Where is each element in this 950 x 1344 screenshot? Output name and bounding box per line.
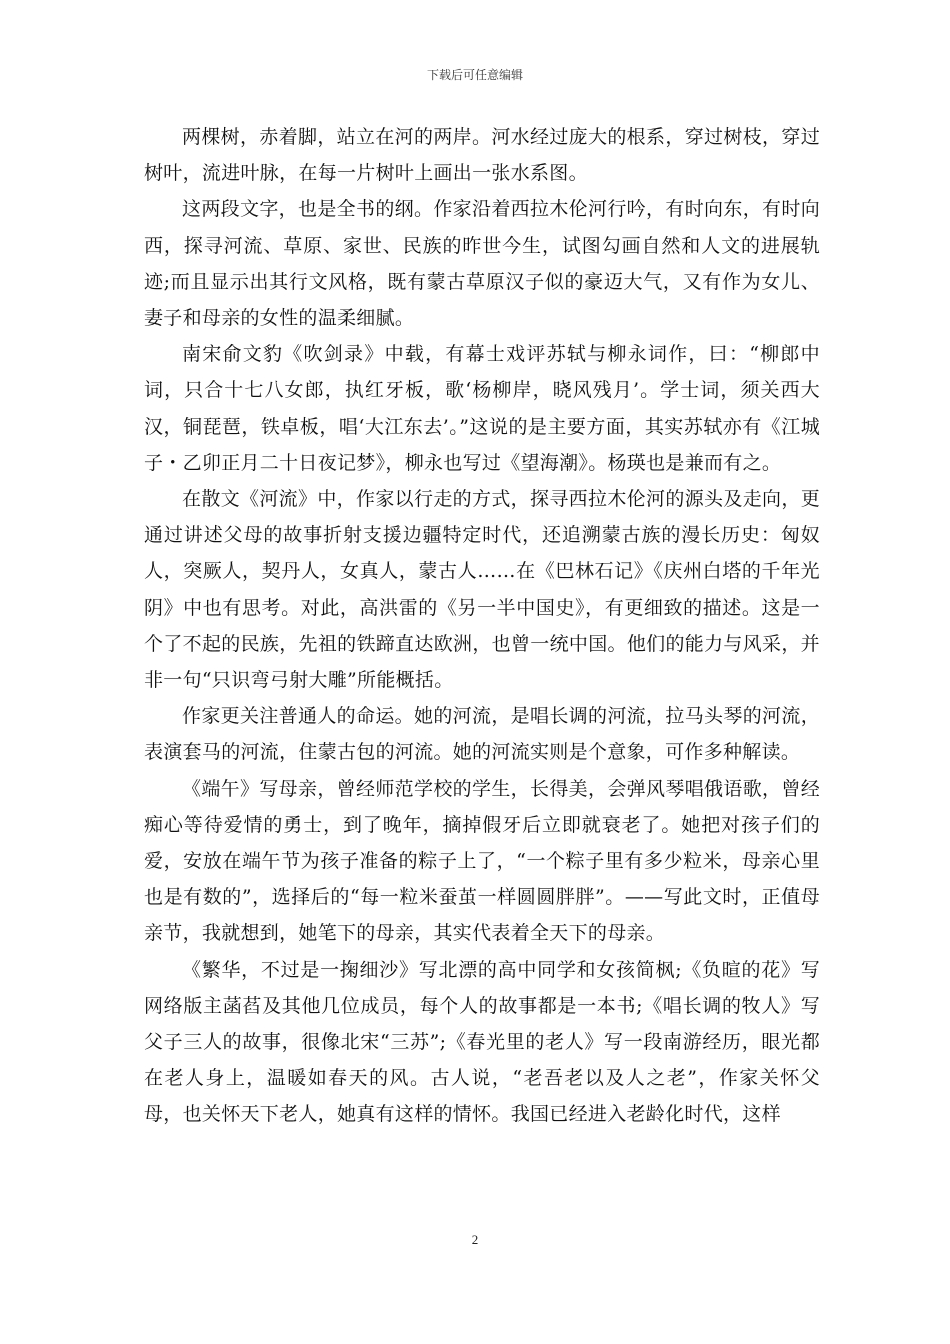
page-number: 2	[471, 1232, 479, 1247]
paragraph: 《端午》写母亲，曾经师范学校的学生，长得美，会弹风琴唱俄语歌，曾经痴心等待爱情的勇士，到了晚年，摘掉假牙后立即就衰老了。她把对孩子们的爱，安放在端午节为孩子准备的粽子上了，“一个粽子里有多少粒米，母亲心里也是有数的”，选择后的“每一粒米蚕茧一样圆圆胖胖”。——写此文时，正值母亲节，我就想到，她笔下的母亲，其实代表着全天下的母亲。	[144, 777, 820, 945]
paragraph: 南宋俞文豹《吹剑录》中载，有幕士戏评苏轼与柳永词作，曰：“柳郎中词，只合十七八女郎，执红牙板，歌‘杨柳岸，晓风残月’。学士词，须关西大汉，铜琵琶，铁卓板，唱‘大江东去’。”这说的是主要方面，其实苏轼亦有《江城子・乙卯正月二十日夜记梦》，柳永也写过《望海潮》。杨瑛也是兼而有之。	[144, 343, 820, 474]
paragraph: 《繁华，不过是一掬细沙》写北漂的高中同学和女孩简枫;《负暄的花》写网络版主菡萏及其他几位成员，每个人的故事都是一本书;《唱长调的牧人》写父子三人的故事，很像北宋“三苏”;《春光里的老人》写一段南游经历，眼光都在老人身上，温暖如春天的风。古人说，“老吾老以及人之老”，作家关怀父母，也关怀天下老人，她真有这样的情怀。我国已经进入老龄化时代，这样	[144, 958, 820, 1126]
paragraph: 两棵树，赤着脚，站立在河的两岸。河水经过庞大的根系，穿过树枝，穿过树叶，流进叶脉，在每一片树叶上画出一张水系图。	[144, 126, 820, 185]
paragraph: 这两段文字，也是全书的纲。作家沿着西拉木伦河行吟，有时向东，有时向西，探寻河流、草原、家世、民族的昨世今生，试图勾画自然和人文的进展轨迹;而且显示出其行文风格，既有蒙古草原汉子似的豪迈大气，又有作为女儿、妻子和母亲的女性的温柔细腻。	[144, 198, 820, 330]
paragraph: 在散文《河流》中，作家以行走的方式，探寻西拉木伦河的源头及走向，更通过讲述父母的故事折射支援边疆特定时代，还追溯蒙古族的漫长历史：匈奴人，突厥人，契丹人，女真人，蒙古人……在《巴林石记》《庆州白塔的千年光阴》中也有思考。对此，高洪雷的《另一半中国史》，有更细致的描述。这是一个了不起的民族，先祖的铁蹄直达欧洲，也曾一统中国。他们的能力与风采，并非一句“只识弯弓射大雕”所能概括。	[144, 488, 820, 692]
paragraph: 作家更关注普通人的命运。她的河流，是唱长调的河流，拉马头琴的河流，表演套马的河流，住蒙古包的河流。她的河流实则是个意象，可作多种解读。	[144, 705, 820, 764]
page-header: 下载后可任意编辑	[426, 68, 523, 82]
document-body	[144, 119, 820, 1133]
